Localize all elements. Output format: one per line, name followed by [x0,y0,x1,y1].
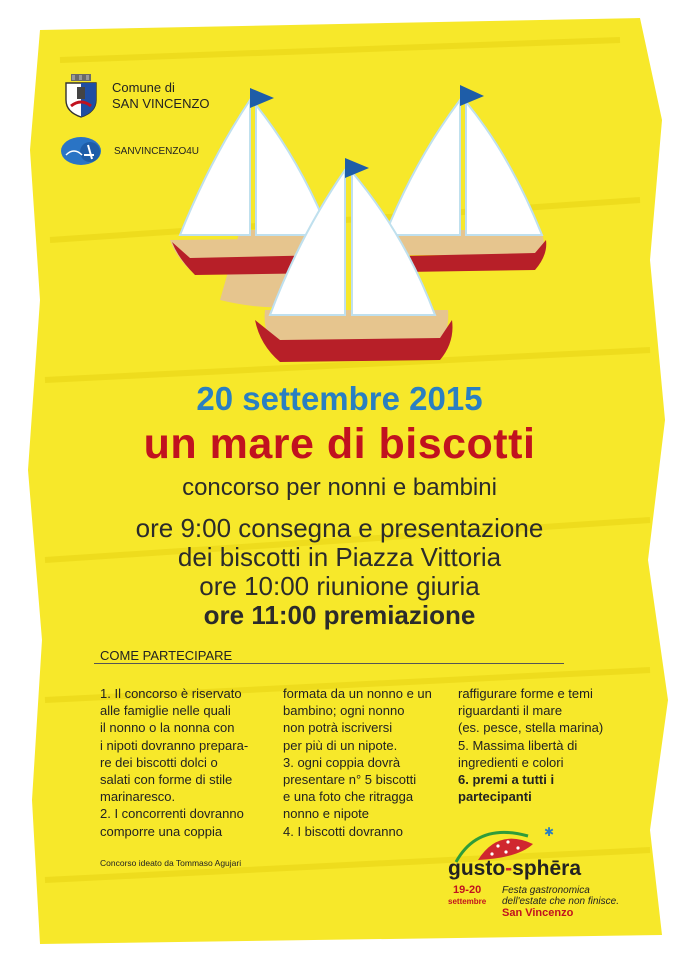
rule-line: re dei biscotti dolci o [100,754,218,770]
gusto-sphera-brand [448,857,581,881]
contest-credit: Concorso ideato da Tommaso Agujari [100,858,242,868]
rule-line: bambino; ogni nonno [283,703,405,719]
rule-line: non potrà iscriversi [283,720,393,736]
brand-dash: - [505,857,513,880]
rules-column-2 [283,685,463,840]
rule-line: marinaresco. [100,789,176,805]
event-schedule [0,514,679,630]
rule-line: i nipoti dovranno prepara- [100,737,249,753]
rule-line: salati con forme di stile [100,772,233,788]
social-handle: SANVINCENZO4U [114,146,200,157]
festival-tagline-line1: Festa gastronomica [502,885,590,896]
rule-line: riguardanti il mare [458,703,563,719]
rule-line: 1. Il concorso è riservato [100,686,242,701]
rules-column-3 [458,685,648,805]
event-subtitle: concorso per nonni e bambini [182,474,497,501]
rule-line: ingredienti e colori [458,754,564,770]
rule-line: nonno e nipote [283,806,370,822]
rule-line: 2. I concorrenti dovranno [100,806,244,822]
svg-text:✱: ✱ [544,825,555,839]
event-date: 20 settembre 2015 [196,380,483,417]
comune-line2: SAN VINCENZO [112,96,210,111]
rules-divider [94,663,564,664]
rule-line-prizes: 6. premi a tutti i [458,772,555,788]
event-title: un mare di biscotti [143,420,536,468]
rules-heading: COME PARTECIPARE [100,648,233,663]
rule-line: 4. I biscotti dovranno [283,823,403,839]
sailboat-cookies-illustration [150,70,570,370]
schedule-line: dei biscotti in Piazza Vittoria [177,542,502,572]
rule-line: (es. pesce, stella marina) [458,720,604,736]
brand-part2: sphēra [512,857,582,880]
festival-days: 19-20 [453,884,482,896]
rule-line: raffigurare forme e temi [458,686,593,701]
rules-column-1 [100,685,280,840]
rule-line: il nonno o la nonna con [100,720,235,736]
rule-line: per più di un nipote. [283,737,398,753]
rule-line: comporre una coppia [100,823,223,839]
rule-line: 5. Massima libertà di [458,737,578,753]
rule-line: formata da un nonno e un [283,686,432,701]
festival-month: settembre [448,897,487,906]
sailboat-cookie-icon [380,85,546,272]
schedule-line: ore 10:00 riunione giuria [199,571,480,601]
schedule-line-award: ore 11:00 premiazione [203,600,476,630]
brand-part1: gusto [448,857,506,880]
comune-line1: Comune di [112,80,175,95]
festival-tagline-line2: dell'estate che non finisce. [502,896,619,907]
rule-line: alle famiglie nelle quali [100,703,231,719]
municipal-crest-icon [62,74,100,118]
festival-dates [448,885,486,907]
festival-tagline [502,885,619,907]
rule-line: e una foto che ritragga [283,789,414,805]
rule-line: 3. ogni coppia dovrà [283,754,401,770]
rule-line-prizes: partecipanti [458,789,532,805]
rule-line: presentare n° 5 biscotti [283,772,417,788]
schedule-line: ore 9:00 consegna e presentazione [135,513,544,543]
sanvincenzo4u-logo-icon [60,135,102,167]
festival-town: San Vincenzo [502,907,574,919]
